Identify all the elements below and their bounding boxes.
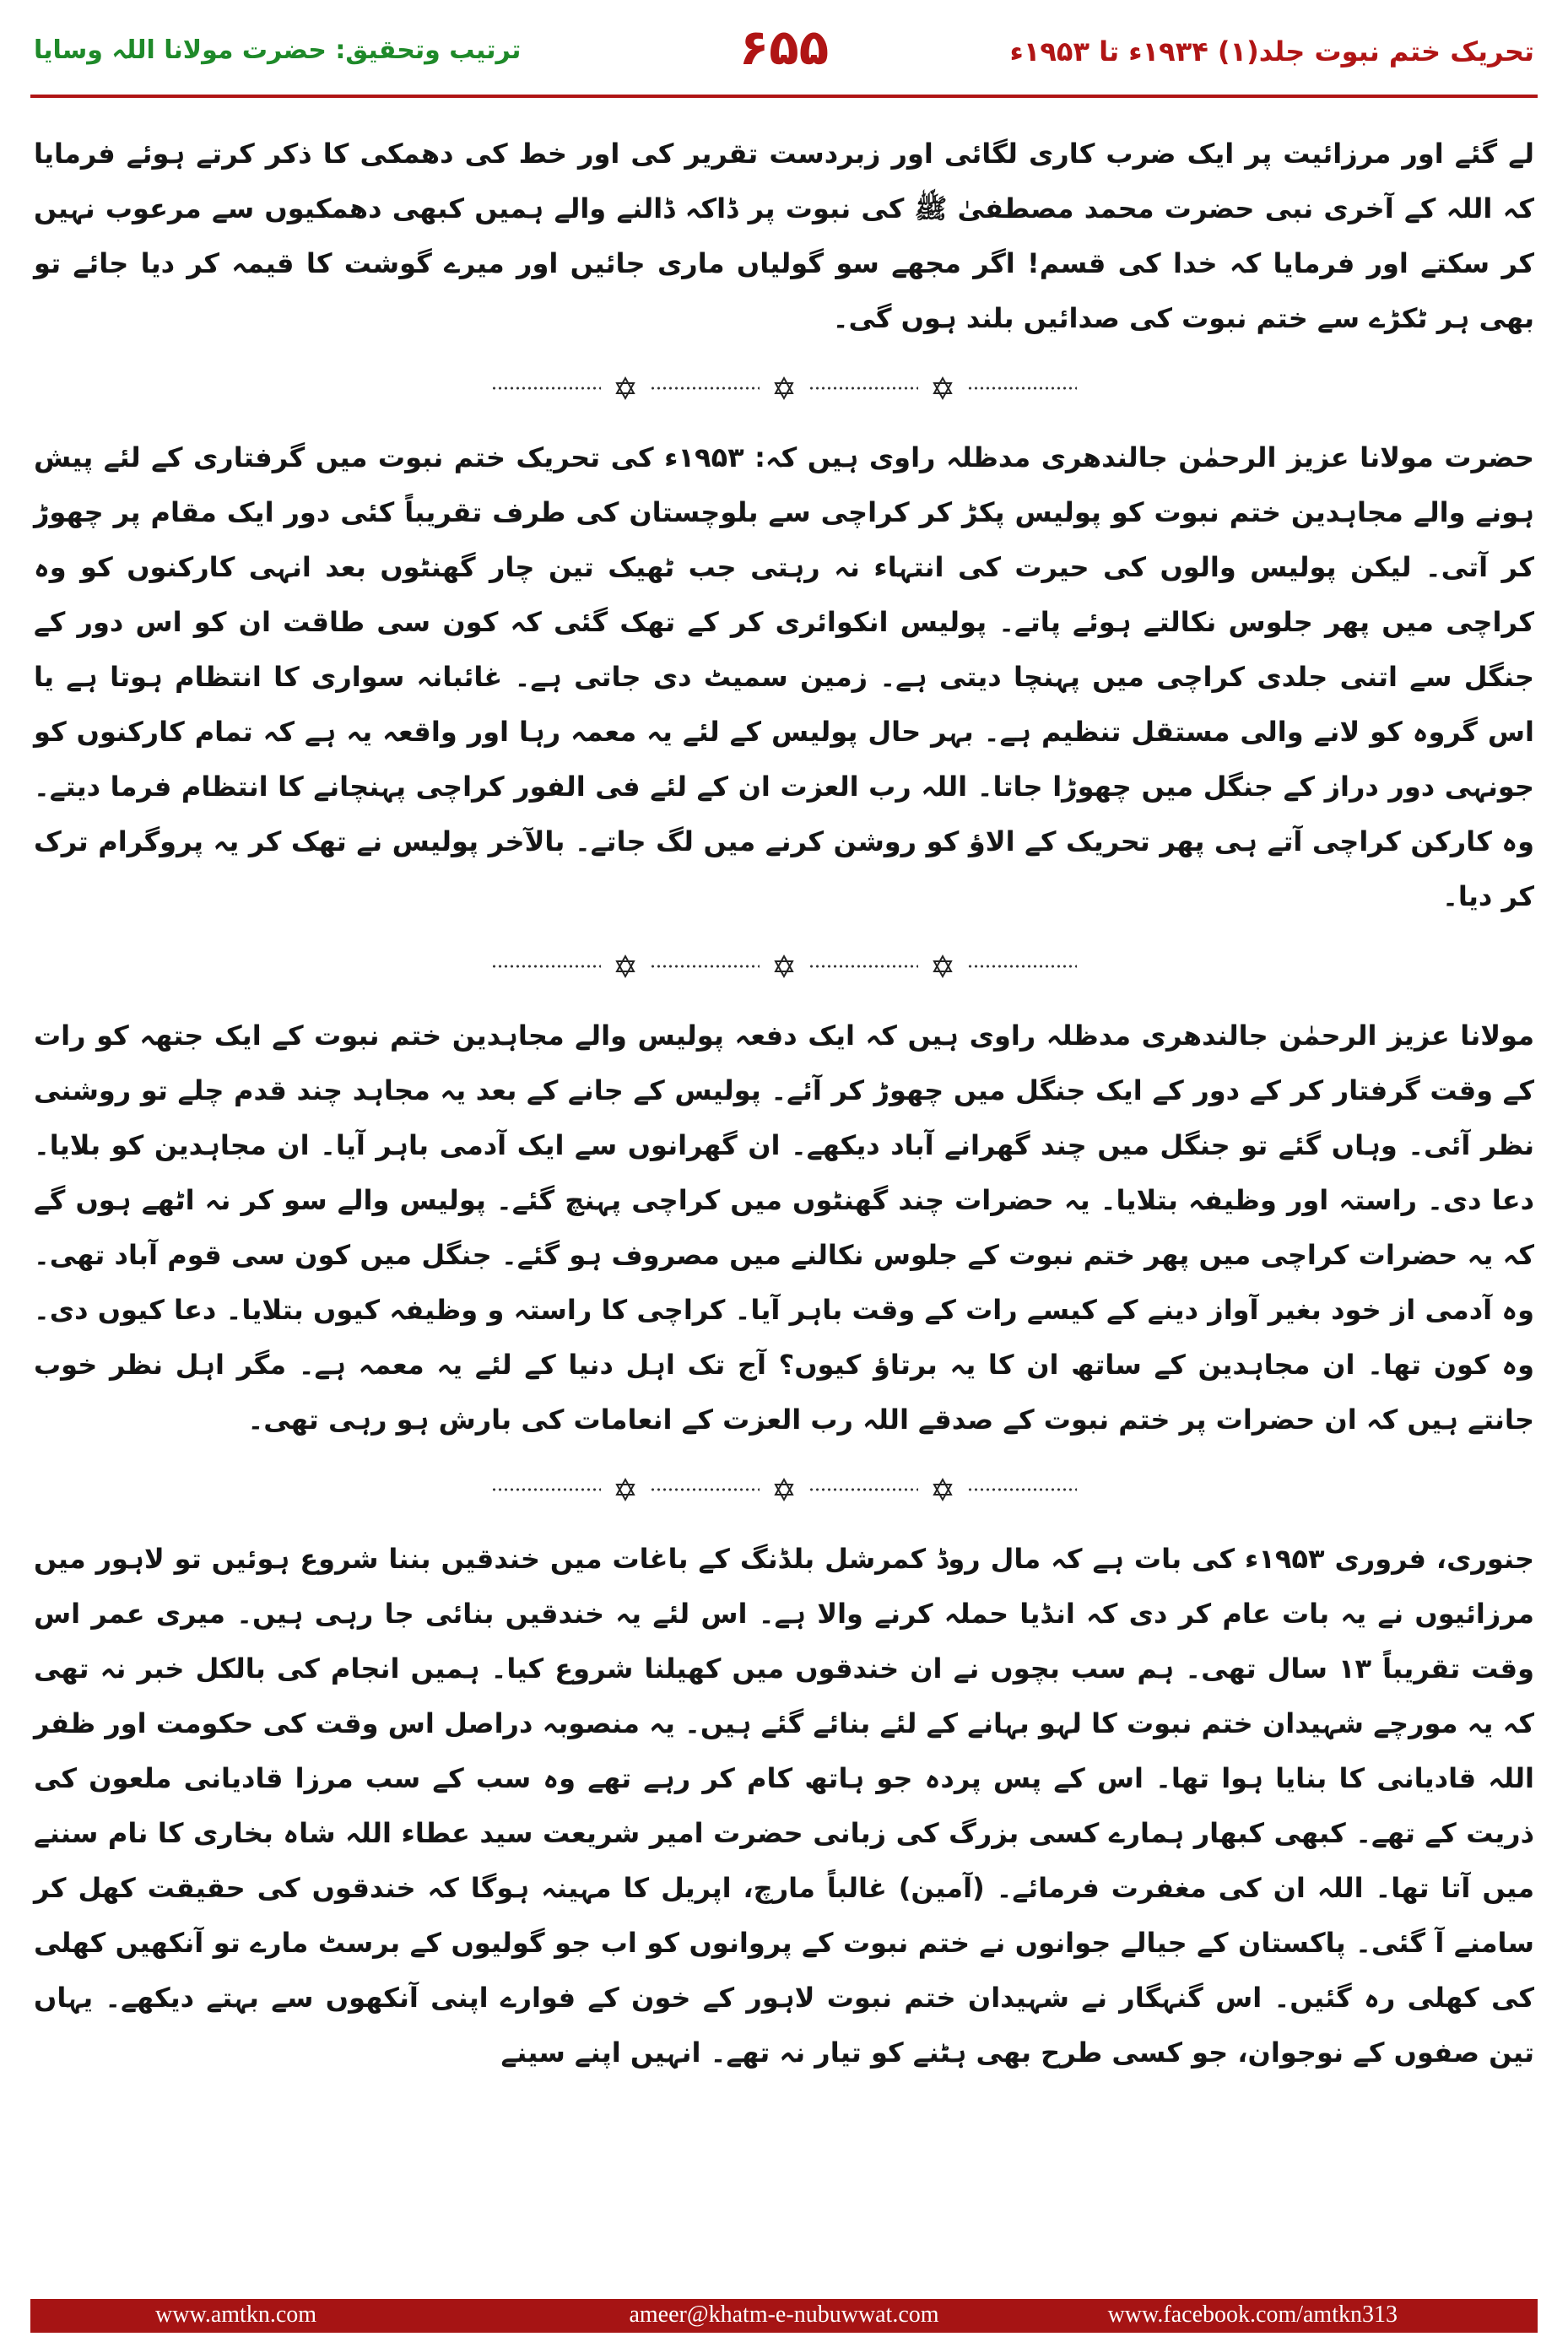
dotted-line xyxy=(650,1488,760,1491)
header-divider xyxy=(30,95,1538,98)
star-ornament-icon xyxy=(771,954,797,979)
dotted-line xyxy=(491,965,601,968)
section-separator xyxy=(34,1447,1534,1532)
dotted-line xyxy=(967,1488,1077,1491)
dotted-line xyxy=(650,387,760,390)
star-ornament-icon xyxy=(771,1477,797,1502)
email-link[interactable]: ameer@khatm-e-nubuwwat.com xyxy=(629,2301,939,2328)
paragraph-1: لے گئے اور مرزائیت پر ایک ضرب کاری لگائی اور زبردست تقریر کی اور خط کی دھمکی کا ذکر کرتے ہوئے فرمایا کہ اللہ کے آخری نبی حضرت محمد مصطفیٰ ﷺ کی نبوت پر ڈاکہ ڈالنے والے ہمیں کبھی دھمکیوں سے مرعوب نہیں کر سکتے اور فرمایا کہ خدا کی قسم! اگر مجھے سو گولیاں ماری جائیں اور میرے گوشت کا قیمہ کر دیا جائے تو بھی ہر ٹکڑے سے ختم نبوت کی صدائیں بلند ہوں گی۔ xyxy=(34,138,1535,334)
star-ornament-icon xyxy=(930,954,955,979)
dotted-line xyxy=(967,387,1077,390)
book-title: تحریک ختم نبوت جلد(۱) ۱۹۳۴ء تا ۱۹۵۳ء xyxy=(1009,35,1534,68)
star-ornament-icon xyxy=(930,1477,955,1502)
page-footer xyxy=(30,2299,1538,2333)
section-separator xyxy=(34,346,1534,430)
dotted-line xyxy=(967,965,1077,968)
section-separator xyxy=(34,924,1534,1009)
dotted-line xyxy=(491,387,601,390)
page-number: ۶۵۵ xyxy=(738,19,830,76)
paragraph-4: جنوری، فروری ۱۹۵۳ء کی بات ہے کہ مال روڈ کمرشل بلڈنگ کے باغات میں خندقیں بننا شروع ہوئیں تو لاہور میں مرزائیوں نے یہ بات عام کر دی کہ انڈیا حملہ کرنے والا ہے۔ اس لئے یہ خندقیں بنائی جا رہی ہیں۔ میری عمر اس وقت تقریباً ۱۳ سال تھی۔ ہم سب بچوں نے ان خندقوں میں کھیلنا شروع کیا۔ ہمیں انجام کی بالکل خبر نہ تھی کہ یہ مورچے شہیدان ختم نبوت کا لہو بہانے کے لئے بنائے گئے ہیں۔ یہ منصوبہ دراصل اس وقت کی حکومت اور ظفر اللہ قادیانی کا بنایا ہوا تھا۔ اس کے پس پردہ جو ہاتھ کام کر رہے تھے وہ سب کے سب مرزا قادیانی ملعون کی ذریت کے تھے۔ کبھی کبھار ہمارے کسی بزرگ کی زبانی حضرت امیر شریعت سید عطاء اللہ شاہ بخاری کا نام سننے میں آتا تھا۔ اللہ ان کی مغفرت فرمائے۔ (آمین) غالباً مارچ، اپریل کا مہینہ ہوگا کہ خندقوں کی حقیقت کھل کر سامنے آ گئی۔ پاکستان کے جیالے جوانوں نے ختم نبوت کے پروانوں کو اب جو گولیوں کے برسٹ مارے تو آنکھیں کھلی کی کھلی رہ گئیں۔ اس گنہگار نے شہیدان ختم نبوت لاہور کے خون کے فوارے اپنی آنکھوں سے بہتے دیکھے۔ یہاں تین صفوں کے نوجوان، جو کسی طرح بھی ہٹنے کو تیار نہ تھے۔ انہیں اپنے سینے xyxy=(34,1543,1535,2069)
page-body xyxy=(34,127,1534,2080)
paragraph-2: حضرت مولانا عزیز الرحمٰن جالندھری مدظلہ راوی ہیں کہ: ۱۹۵۳ء کی تحریک ختم نبوت میں گرفتاری کے لئے پیش ہونے والے مجاہدین ختم نبوت کو پولیس پکڑ کر کراچی سے بلوچستان کی طرف تقریباً کئی دور ایک مقام پر چھوڑ کر آتی۔ لیکن پولیس والوں کی حیرت کی انتہاء نہ رہتی جب ٹھیک تین چار گھنٹوں بعد انہی کارکنوں کو وہ کراچی میں پھر جلوس نکالتے ہوئے پاتے۔ پولیس انکوائری کر کے تھک گئی کہ کون سی طاقت ان کو اس دور کے جنگل سے اتنی جلدی کراچی میں پہنچا دیتی ہے۔ زمین سمیٹ دی جاتی ہے۔ غائبانہ سواری کا انتظام ہوتا ہے یا اس گروہ کو لانے والی مستقل تنظیم ہے۔ بہر حال پولیس کے لئے یہ معمہ رہا اور واقعہ یہ ہے کہ تمام کارکنوں کو جونہی دور دراز کے جنگل میں چھوڑا جاتا۔ اللہ رب العزت ان کے لئے فی الفور کراچی پہنچانے کا انتظام فرما دیتے۔ وہ کارکن کراچی آتے ہی پھر تحریک کے الاؤ کو روشن کرنے میں لگ جاتے۔ بالآخر پولیس نے تھک کر یہ پروگرام ترک کر دیا۔ xyxy=(34,441,1535,912)
star-ornament-icon xyxy=(613,376,638,401)
dotted-line xyxy=(808,1488,918,1491)
dotted-line xyxy=(808,965,918,968)
dotted-line xyxy=(491,1488,601,1491)
website-link[interactable]: www.amtkn.com xyxy=(155,2301,317,2328)
compiler-credit: ترتیب وتحقیق: حضرت مولانا اللہ وسایا xyxy=(34,35,522,65)
dotted-line xyxy=(650,965,760,968)
facebook-link[interactable]: www.facebook.com/amtkn313 xyxy=(1107,2301,1398,2328)
star-ornament-icon xyxy=(613,954,638,979)
dotted-line xyxy=(808,387,918,390)
paragraph-3: مولانا عزیز الرحمٰن جالندھری مدظلہ راوی ہیں کہ ایک دفعہ پولیس والے مجاہدین ختم نبوت کے ایک جتھہ کو رات کے وقت گرفتار کر کے دور کے ایک جنگل میں چھوڑ کر آئے۔ پولیس کے جانے کے بعد یہ مجاہد چند قدم چلے تو روشنی نظر آئی۔ وہاں گئے تو جنگل میں چند گھرانے آباد دیکھے۔ ان گھرانوں سے ایک آدمی باہر آیا۔ ان مجاہدین کو بلایا۔ دعا دی۔ راستہ اور وظیفہ بتلایا۔ یہ حضرات چند گھنٹوں میں کراچی پہنچ گئے۔ پولیس والے سو کر نہ اٹھے ہوں گے کہ یہ حضرات کراچی میں پھر ختم نبوت کے جلوس نکالنے میں مصروف ہو گئے۔ جنگل میں کون سی قوم آباد تھی۔ وہ آدمی از خود بغیر آواز دینے کے کیسے رات کے وقت باہر آیا۔ کراچی کا راستہ و وظیفہ کیوں بتلایا۔ دعا کیوں دی۔ وہ کون تھا۔ ان مجاہدین کے ساتھ ان کا یہ برتاؤ کیوں؟ آج تک اہل دنیا کے لئے یہ معمہ ہے۔ مگر اہل نظر خوب جانتے ہیں کہ ان حضرات پر ختم نبوت کے صدقے اللہ رب العزت کے انعامات کی بارش ہو رہی تھی۔ xyxy=(34,1020,1535,1436)
page-header xyxy=(0,0,1568,100)
star-ornament-icon xyxy=(613,1477,638,1502)
star-ornament-icon xyxy=(930,376,955,401)
star-ornament-icon xyxy=(771,376,797,401)
